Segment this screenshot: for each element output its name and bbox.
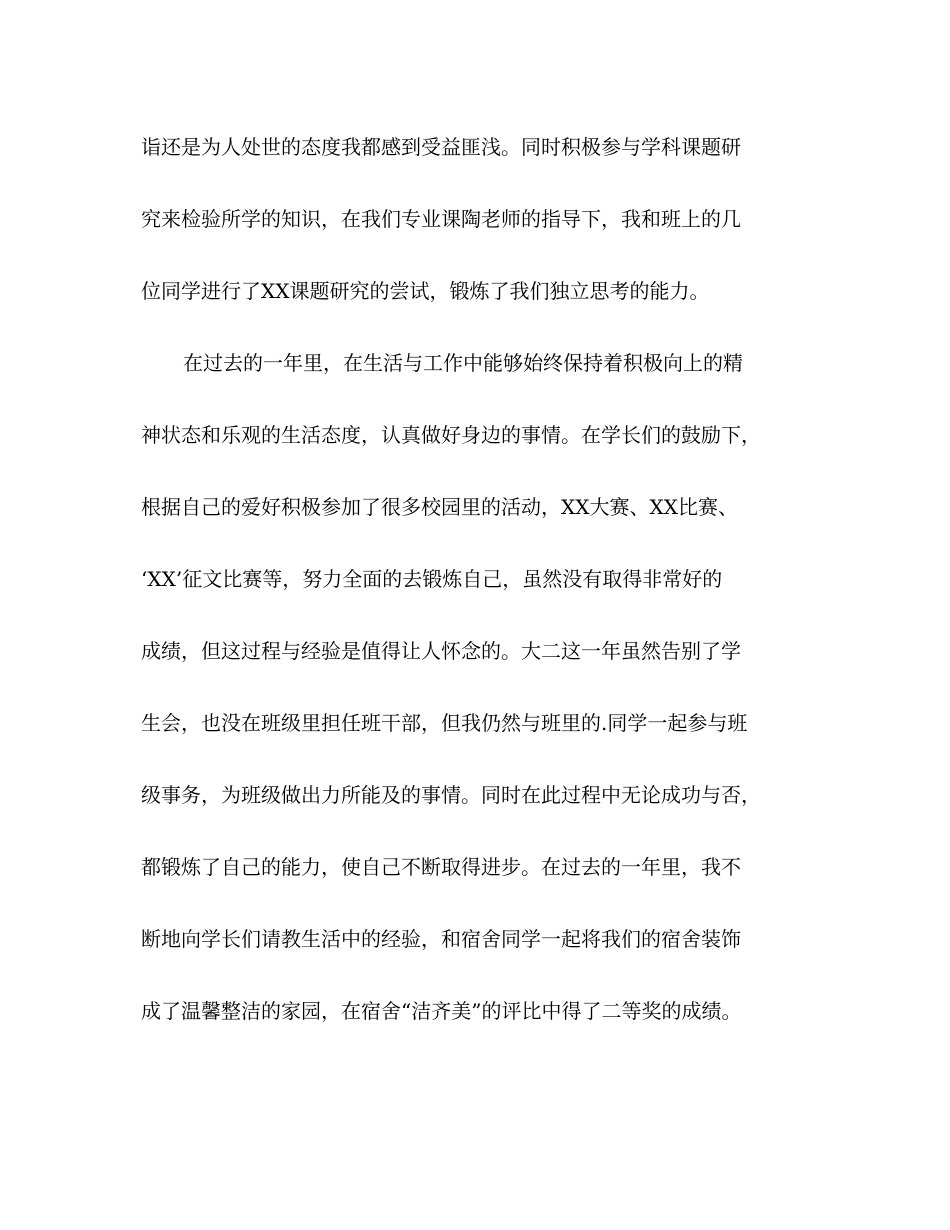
text-line: 成绩，但这过程与经验是值得让人怀念的。大二这一年虽然告别了学: [141, 639, 741, 663]
text-line: 究来检验所学的知识，在我们专业课陶老师的指导下，我和班上的几: [141, 207, 741, 231]
text-line: 级事务，为班级做出力所能及的事情。同时在此过程中无论成功与否，: [141, 783, 761, 807]
text-line: 生会，也没在班级里担任班干部，但我仍然与班里的.同学一起参与班: [141, 711, 748, 735]
text-line: 断地向学长们请教生活中的经验，和宿舍同学一起将我们的宿舍装饰: [141, 927, 741, 951]
text-line: 都锻炼了自己的能力，使自己不断取得进步。在过去的一年里，我不: [141, 855, 741, 879]
text-line: ‘XX’征文比赛等，努力全面的去锻炼自己，虽然没有取得非常好的: [141, 567, 723, 591]
text-line: 根据自己的爱好积极参加了很多校园里的活动，XX大赛、XX比赛、: [141, 495, 738, 519]
text-line: 成了温馨整洁的家园，在宿舍“洁齐美”的评比中得了二等奖的成绩。: [141, 999, 742, 1023]
body-text: [141, 135, 811, 1071]
text-line: 诣还是为人处世的态度我都感到受益匪浅。同时积极参与学科课题研: [141, 135, 741, 159]
text-line: 位同学进行了XX课题研究的尝试，锻炼了我们独立思考的能力。: [141, 279, 710, 303]
text-line: 神状态和乐观的生活态度，认真做好身边的事情。在学长们的鼓励下，: [141, 423, 761, 447]
paragraph-first-line: 在过去的一年里，在生活与工作中能够始终保持着积极向上的精: [183, 351, 743, 375]
